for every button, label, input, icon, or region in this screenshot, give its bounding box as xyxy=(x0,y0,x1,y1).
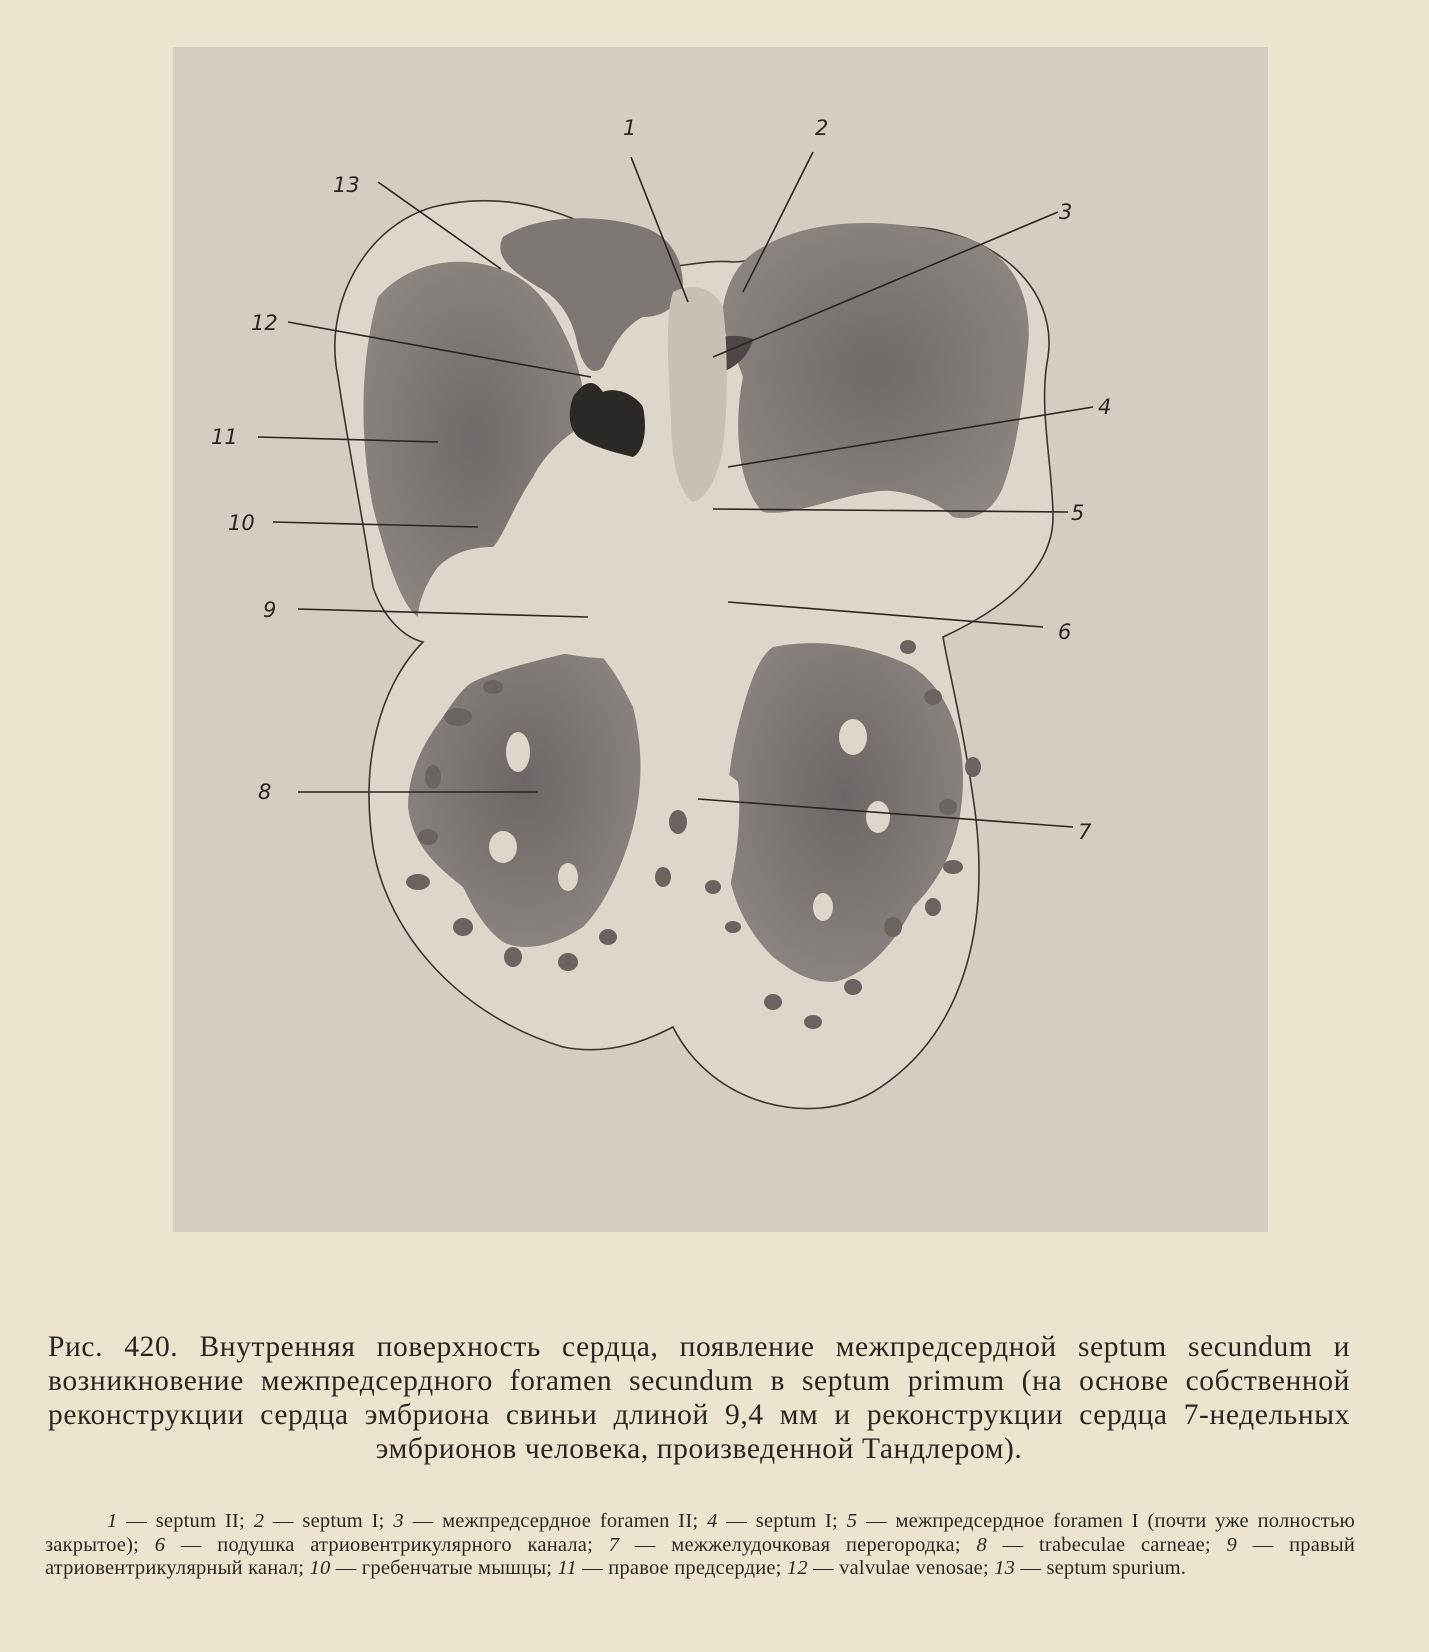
legend-entry: 13 — septum spurium. xyxy=(994,1557,1187,1579)
legend-number: 6 xyxy=(154,1533,166,1556)
legend-text: septum I; xyxy=(755,1510,838,1532)
legend-entry: 2 — septum I; xyxy=(253,1510,385,1532)
legend-text: межпредсердное foramen I (почти уже полностью закрытое); xyxy=(45,1510,1356,1556)
legend-text: правый атриовентрикулярный канал; xyxy=(45,1533,1356,1579)
label-12: 12 xyxy=(251,311,278,335)
legend-entry: 1 — septum II; xyxy=(107,1510,245,1532)
legend-number: 9 xyxy=(1226,1533,1237,1556)
legend-entry: 7 — межжелудочковая перегородка; xyxy=(608,1533,961,1556)
legend-number: 13 xyxy=(994,1557,1016,1579)
label-8: 8 xyxy=(258,780,272,804)
legend-text: septum II; xyxy=(155,1510,245,1532)
legend-entry: 9 — правый атриовентрикулярный канал; xyxy=(45,1533,1356,1579)
label-13: 13 xyxy=(333,173,360,197)
figure-legend xyxy=(45,1510,1355,1581)
legend-number: 11 xyxy=(557,1557,577,1579)
label-5: 5 xyxy=(1071,501,1085,525)
label-4: 4 xyxy=(1098,395,1112,419)
label-11: 11 xyxy=(211,425,238,449)
label-2: 2 xyxy=(815,116,829,140)
legend-text: septum I; xyxy=(302,1510,385,1532)
legend-number: 8 xyxy=(976,1533,987,1556)
legend-entry: 12 — valvulae venosae; xyxy=(786,1557,989,1579)
legend-entry: 10 — гребенчатые мышцы; xyxy=(309,1557,553,1579)
figure-caption: Рис. 420. Внутренняя поверхность сердца, появление межпредсердной septum secundum и возникновение межпредсердного foramen secundum в septum primum (на основе собственной реконструкции сердца эмбриона свиньи длиной 9,4 мм и реконструкции сердца 7-недельных эмбрионов человека, произведенной Тандлером). xyxy=(48,1331,1350,1465)
left-atrium-cavity xyxy=(722,223,1029,518)
legend-number: 7 xyxy=(608,1533,620,1556)
legend-text: гребенчатые мышцы; xyxy=(361,1557,553,1579)
legend-text: подушка атриовентрикулярного канала; xyxy=(217,1533,593,1556)
legend-number: 10 xyxy=(309,1557,331,1579)
legend-entry: 5 — межпредсердное foramen I (почти уже полностью закрытое); xyxy=(45,1510,1356,1556)
legend-number: 12 xyxy=(786,1557,808,1579)
label-3: 3 xyxy=(1059,200,1073,224)
legend-number: 2 xyxy=(253,1510,265,1532)
legend-entry: 8 — trabeculae carneae; xyxy=(976,1533,1211,1556)
legend-number: 1 xyxy=(107,1510,118,1532)
figure-panel xyxy=(173,47,1268,1232)
label-10: 10 xyxy=(228,511,255,535)
legend-text: valvulae venosae; xyxy=(839,1557,989,1579)
legend-number: 4 xyxy=(707,1510,718,1532)
label-7: 7 xyxy=(1078,820,1092,844)
legend-number: 5 xyxy=(846,1510,858,1532)
label-1: 1 xyxy=(623,116,637,140)
legend-entry: 6 — подушка атриовентрикулярного канала; xyxy=(154,1533,593,1556)
legend-entry: 11 — правое предсердие; xyxy=(557,1557,782,1579)
legend-text: правое предсердие; xyxy=(608,1557,782,1579)
legend-entry: 4 — septum I; xyxy=(707,1510,838,1532)
legend-entry: 3 — межпредсердное foramen II; xyxy=(393,1510,699,1532)
legend-number: 3 xyxy=(393,1510,404,1532)
legend-text: межпредсердное foramen II; xyxy=(442,1510,699,1532)
legend-text: trabeculae carneae; xyxy=(1039,1533,1211,1556)
label-9: 9 xyxy=(263,598,277,622)
legend-text: межжелудочковая перегородка; xyxy=(671,1533,961,1556)
heart-illustration xyxy=(173,47,1268,1232)
legend-text: septum spurium. xyxy=(1046,1557,1187,1579)
label-6: 6 xyxy=(1058,620,1072,644)
